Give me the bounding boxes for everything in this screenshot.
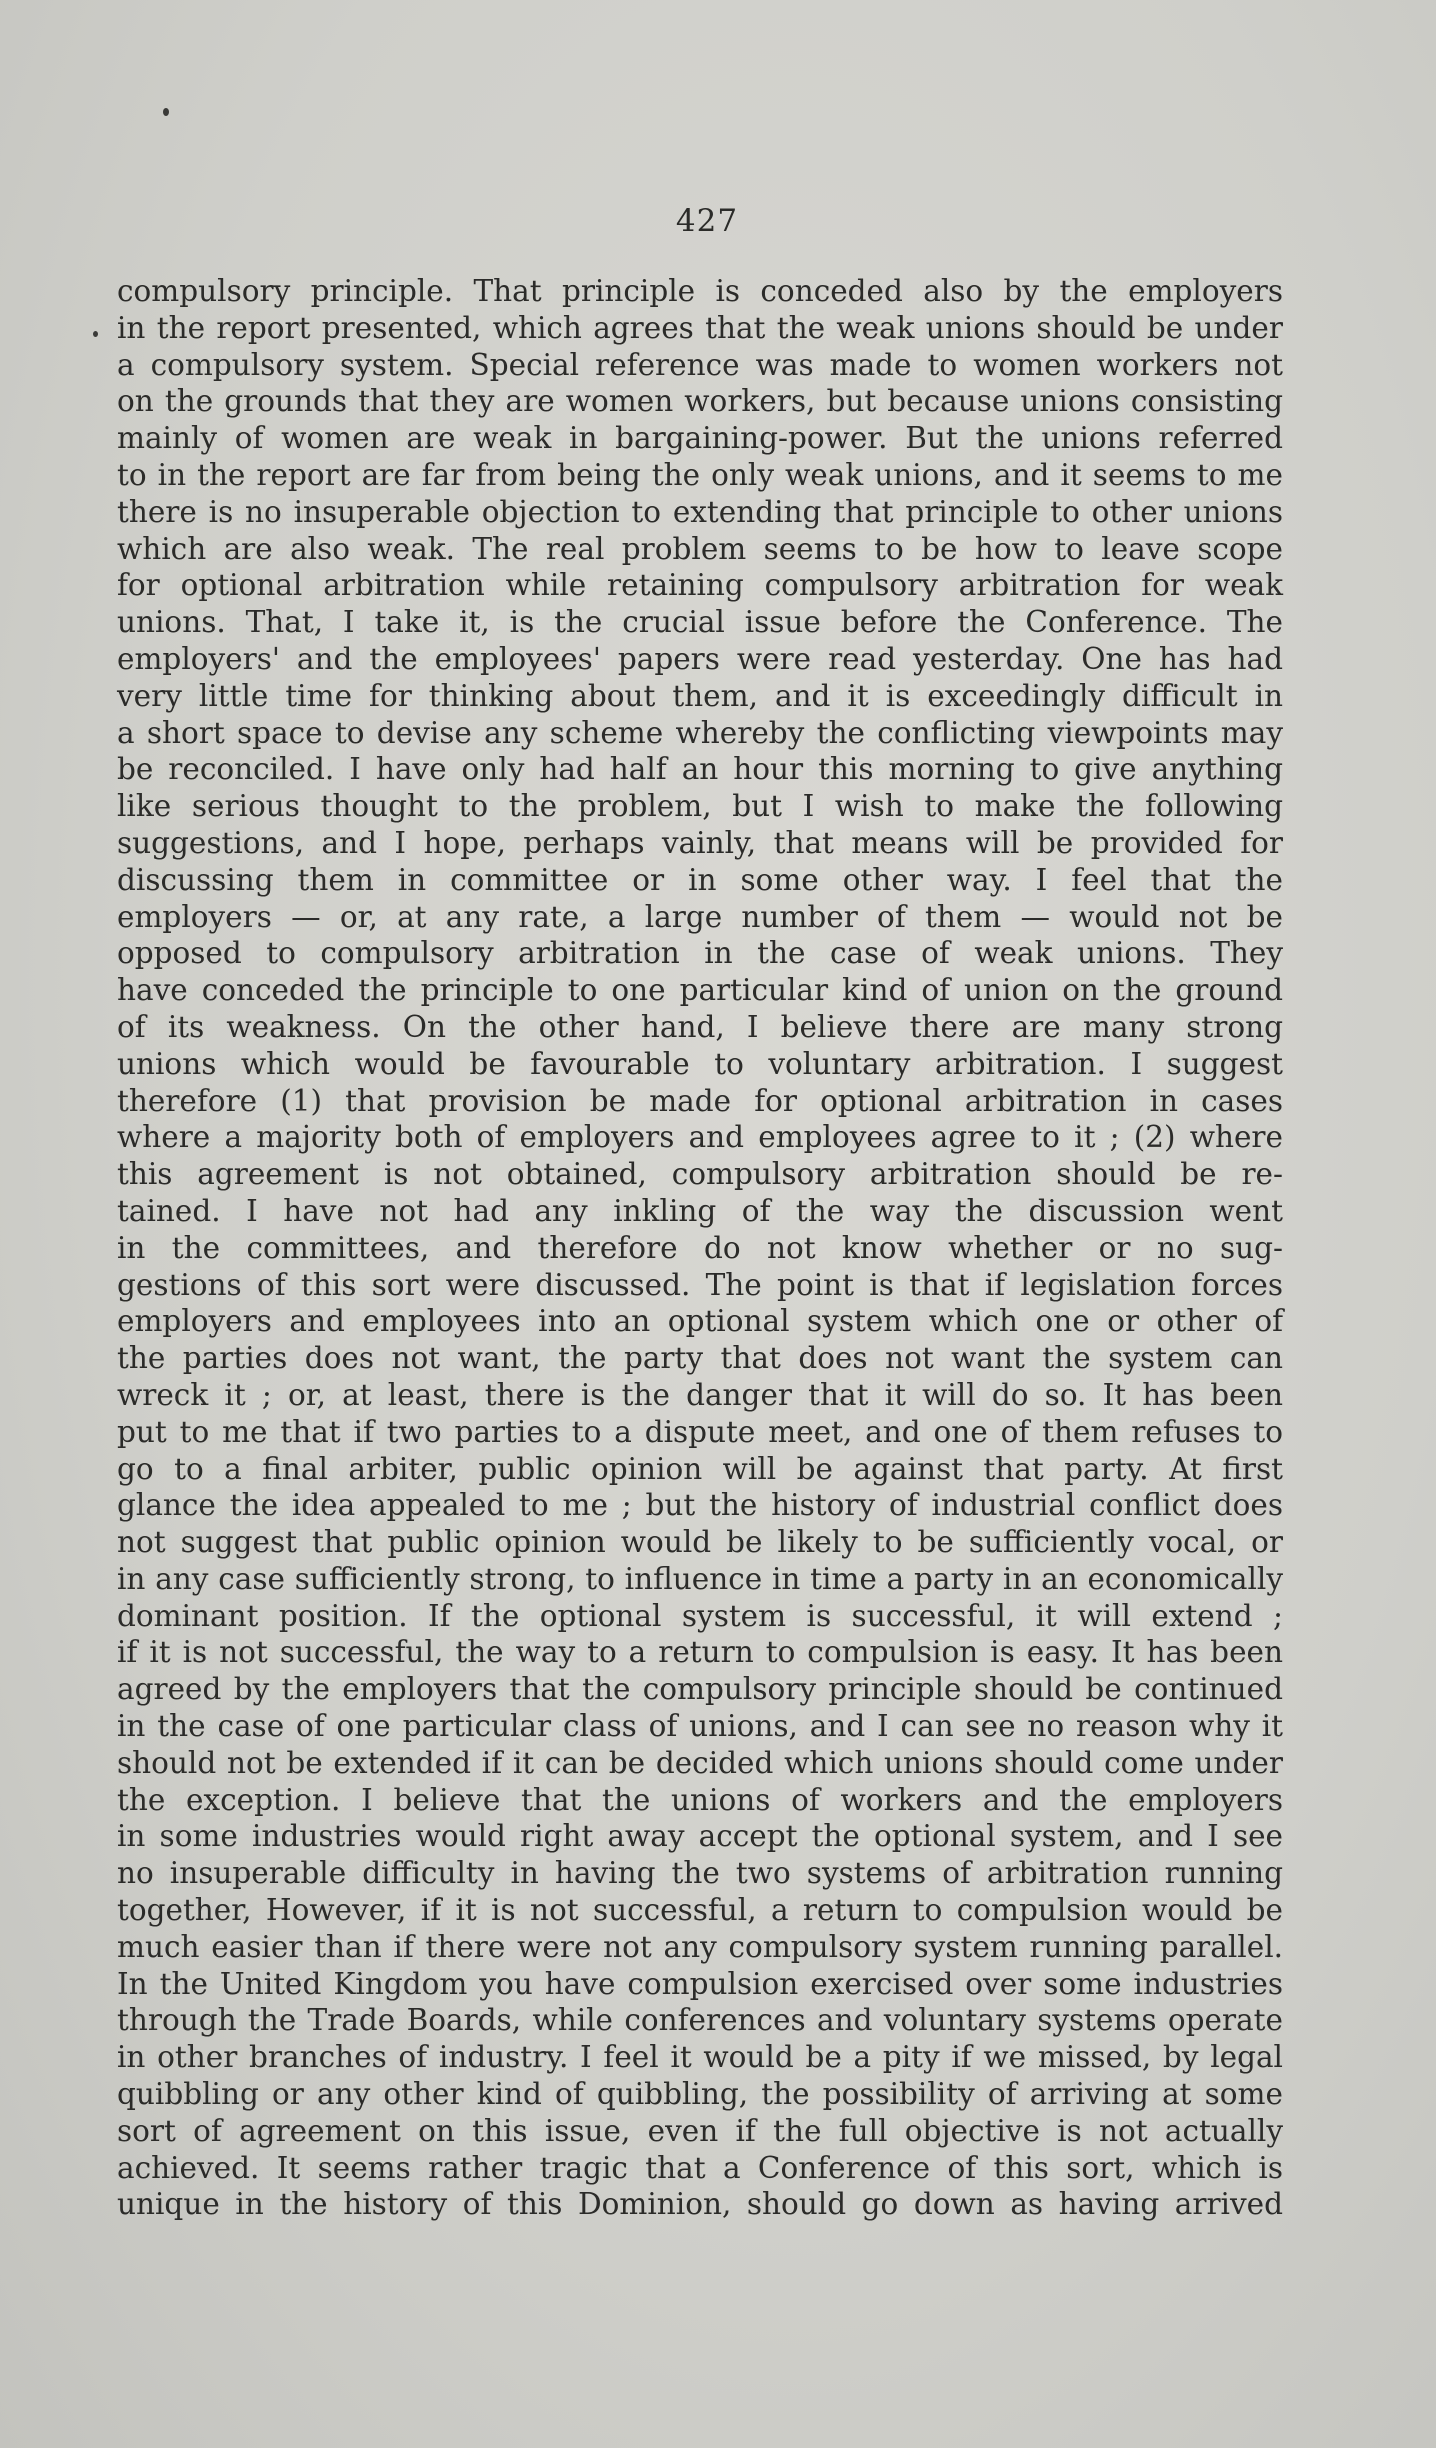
ink-speck [93,331,98,337]
text-line: quibbling or any other kind of quibbling, the possibility of arriving at some [117,2077,1283,2112]
text-line: very little time for thinking about them, and it is exceedingly difficult in [117,678,1283,713]
text-line: glance the idea appealed to me ; but the history of industrial conflict does [117,1488,1283,1523]
text-line: should not be extended if it can be decided which unions should come under [117,1745,1283,1780]
text-line: employers and employees into an optional system which one or other of [117,1304,1283,1339]
text-line: mainly of women are weak in bargaining-power. But the unions referred [117,421,1283,456]
text-line: together, However, if it is not successful, a return to compulsion would be [117,1893,1283,1928]
text-line: unions. That, I take it, is the crucial issue before the Conference. The [117,605,1283,640]
text-line: which are also weak. The real problem seems to be how to leave scope [117,531,1283,566]
text-line: wreck it ; or, at least, there is the danger that it will do so. It has been [117,1377,1283,1412]
text-line: opposed to compulsory arbitration in the case of weak unions. They [117,936,1283,971]
text-line: go to a final arbiter, public opinion will be against that party. At first [117,1451,1283,1486]
text-line: unique in the history of this Dominion, should go down as having arrived [117,2187,1283,2222]
text-line: achieved. It seems rather tragic that a Conference of this sort, which is [117,2150,1283,2185]
text-line: for optional arbitration while retaining compulsory arbitration for weak [117,568,1283,603]
text-line: no insuperable difficulty in having the two systems of arbitration running [117,1856,1283,1891]
text-line: if it is not successful, the way to a return to compulsion is easy. It has been [117,1635,1283,1670]
text-line: therefore (1) that provision be made for optional arbitration in cases [117,1083,1283,1118]
text-line: tained. I have not had any inkling of the way the discussion went [117,1193,1283,1228]
text-line: employers' and the employees' papers were read yesterday. One has had [117,641,1283,676]
text-line: suggestions, and I hope, perhaps vainly, that means will be provided for [117,825,1283,860]
text-line: unions which would be favourable to voluntary arbitration. I suggest [117,1046,1283,1081]
text-line: in other branches of industry. I feel it would be a pity if we missed, by legal [117,2040,1283,2075]
text-line: sort of agreement on this issue, even if the full objective is not actually [117,2113,1283,2148]
text-line: through the Trade Boards, while conferences and voluntary systems operate [117,2003,1283,2038]
text-line: agreed by the employers that the compulsory principle should be continued [117,1672,1283,1707]
text-line: where a majority both of employers and employees agree to it ; (2) where [117,1120,1283,1155]
text-line: in the report presented, which agrees that the weak unions should be under [117,310,1283,345]
text-line: to in the report are far from being the only weak unions, and it seems to me [117,457,1283,492]
body-text [117,273,1283,2223]
text-line: in the case of one particular class of unions, and I can see no reason why it [117,1709,1283,1744]
text-line: much easier than if there were not any compulsory system running parallel. [117,1929,1283,1964]
text-line: not suggest that public opinion would be likely to be sufficiently vocal, or [117,1525,1283,1560]
text-line: be reconciled. I have only had half an hour this morning to give anything [117,752,1283,787]
text-line: on the grounds that they are women workers, but because unions consisting [117,384,1283,419]
page-number: 427 [675,203,739,239]
text-line: gestions of this sort were discussed. The point is that if legislation forces [117,1267,1283,1302]
text-line: employers — or, at any rate, a large number of them — would not be [117,899,1283,934]
text-line: there is no insuperable objection to extending that principle to other unions [117,494,1283,529]
text-line: the parties does not want, the party that does not want the system can [117,1341,1283,1376]
text-line: the exception. I believe that the unions of workers and the employers [117,1782,1283,1817]
text-line: like serious thought to the problem, but I wish to make the following [117,789,1283,824]
text-line: this agreement is not obtained, compulsory arbitration should be re- [117,1157,1283,1192]
text-line: in the committees, and therefore do not know whether or no sug- [117,1230,1283,1265]
text-line: of its weakness. On the other hand, I believe there are many strong [117,1009,1283,1044]
text-line: a short space to devise any scheme whereby the conflicting viewpoints may [117,715,1283,750]
text-line: dominant position. If the optional system is successful, it will extend ; [117,1598,1283,1633]
ink-speck [163,108,169,116]
text-line: discussing them in committee or in some other way. I feel that the [117,862,1283,897]
text-line: in some industries would right away accept the optional system, and I see [117,1819,1283,1854]
text-line: compulsory principle. That principle is conceded also by the employers [117,274,1283,308]
text-line: in any case sufficiently strong, to influence in time a party in an economically [117,1561,1283,1596]
text-line: put to me that if two parties to a dispute meet, and one of them refuses to [117,1414,1283,1449]
text-line: a compulsory system. Special reference was made to women workers not [117,347,1283,382]
text-line: have conceded the principle to one particular kind of union on the ground [117,973,1283,1008]
text-line: In the United Kingdom you have compulsion exercised over some industries [117,1966,1283,2001]
